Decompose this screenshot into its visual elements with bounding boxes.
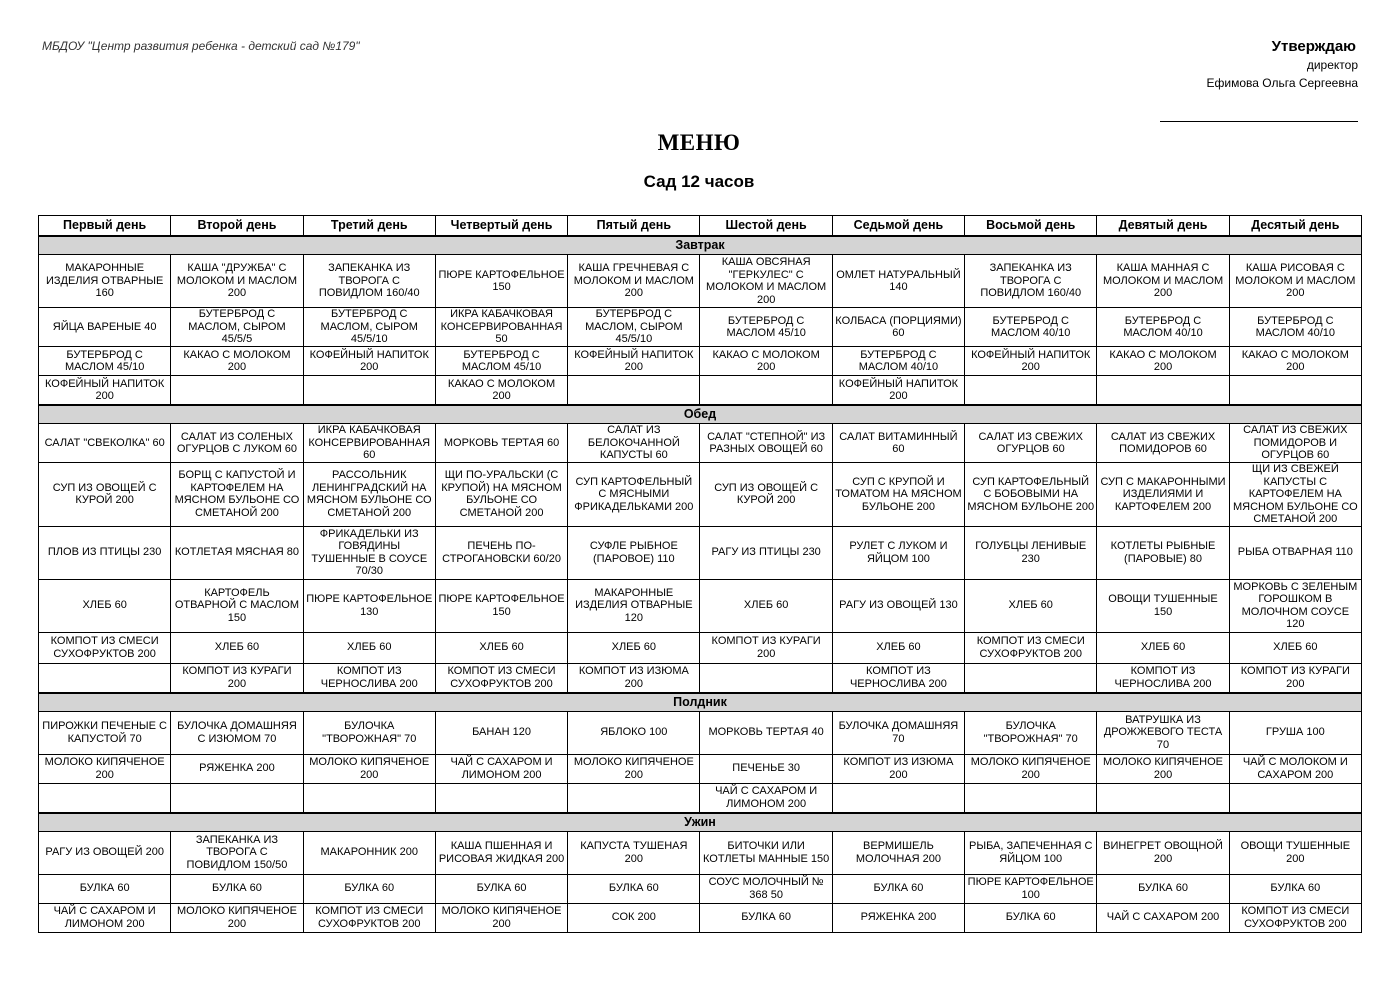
dish-cell: ВИНЕГРЕТ ОВОЩНОЙ 200 xyxy=(1097,831,1229,874)
dish-cell: СОУС МОЛОЧНЫЙ № 368 50 xyxy=(700,874,832,903)
dish-cell: ЯБЛОКО 100 xyxy=(568,711,700,754)
dish-cell: СУП С КРУПОЙ И ТОМАТОМ НА МЯСНОМ БУЛЬОНЕ 200 xyxy=(832,463,964,527)
dish-cell: МОЛОКО КИПЯЧЕНОЕ 200 xyxy=(39,754,171,783)
dish-cell: ГРУША 100 xyxy=(1229,711,1361,754)
dish-cell: РАГУ ИЗ ПТИЦЫ 230 xyxy=(700,526,832,579)
section-row xyxy=(39,813,1362,832)
dish-cell: КОМПОТ ИЗ СМЕСИ СУХОФРУКТОВ 200 xyxy=(39,632,171,663)
dish-cell xyxy=(1229,376,1361,406)
dish-cell: БУЛКА 60 xyxy=(1097,874,1229,903)
day-header-row xyxy=(39,216,1362,237)
table-row xyxy=(39,632,1362,663)
dish-cell: БУЛКА 60 xyxy=(832,874,964,903)
dish-cell: БУТЕРБРОД С МАСЛОМ 45/10 xyxy=(700,308,832,347)
dish-cell: КАКАО С МОЛОКОМ 200 xyxy=(1097,347,1229,376)
dish-cell: КАША ПШЕННАЯ И РИСОВАЯ ЖИДКАЯ 200 xyxy=(435,831,567,874)
table-row xyxy=(39,874,1362,903)
dish-cell: САЛАТ "СВЕКОЛКА" 60 xyxy=(39,424,171,463)
dish-cell: КАКАО С МОЛОКОМ 200 xyxy=(700,347,832,376)
dish-cell: БУТЕРБРОД С МАСЛОМ 40/10 xyxy=(1097,308,1229,347)
dish-cell: СОК 200 xyxy=(568,903,700,932)
dish-cell: БУЛОЧКА ДОМАШНЯЯ С ИЗЮМОМ 70 xyxy=(171,711,303,754)
dish-cell: КАША МАННАЯ С МОЛОКОМ И МАСЛОМ 200 xyxy=(1097,255,1229,308)
dish-cell: ХЛЕБ 60 xyxy=(1229,632,1361,663)
dish-cell: КОЛБАСА (ПОРЦИЯМИ) 60 xyxy=(832,308,964,347)
dish-cell: ХЛЕБ 60 xyxy=(568,632,700,663)
table-row xyxy=(39,711,1362,754)
dish-cell xyxy=(171,783,303,813)
day-header: Седьмой день xyxy=(832,216,964,237)
dish-cell: ИКРА КАБАЧКОВАЯ КОНСЕРВИРОВАННАЯ 50 xyxy=(435,308,567,347)
dish-cell: РАГУ ИЗ ОВОЩЕЙ 130 xyxy=(832,579,964,632)
approval-title: Утверждаю xyxy=(1271,38,1356,55)
dish-cell: КАША "ДРУЖБА" С МОЛОКОМ И МАСЛОМ 200 xyxy=(171,255,303,308)
day-header: Первый день xyxy=(39,216,171,237)
dish-cell: КАРТОФЕЛЬ ОТВАРНОЙ С МАСЛОМ 150 xyxy=(171,579,303,632)
dish-cell: ЗАПЕКАНКА ИЗ ТВОРОГА С ПОВИДЛОМ 150/50 xyxy=(171,831,303,874)
dish-cell xyxy=(435,783,567,813)
dish-cell: КОФЕЙНЫЙ НАПИТОК 200 xyxy=(303,347,435,376)
dish-cell: ЧАЙ С САХАРОМ И ЛИМОНОМ 200 xyxy=(435,754,567,783)
dish-cell: КОФЕЙНЫЙ НАПИТОК 200 xyxy=(965,347,1097,376)
meal-section-title: Полдник xyxy=(39,693,1362,712)
dish-cell: ЩИ ИЗ СВЕЖЕЙ КАПУСТЫ С КАРТОФЕЛЕМ НА МЯСНОМ БУЛЬОНЕ СО СМЕТАНОЙ 200 xyxy=(1229,463,1361,527)
dish-cell: БУТЕРБРОД С МАСЛОМ 40/10 xyxy=(965,308,1097,347)
dish-cell: БУТЕРБРОД С МАСЛОМ 40/10 xyxy=(1229,308,1361,347)
dish-cell: МАКАРОННИК 200 xyxy=(303,831,435,874)
dish-cell: ПЮРЕ КАРТОФЕЛЬНОЕ 100 xyxy=(965,874,1097,903)
meal-section-title: Завтрак xyxy=(39,236,1362,255)
dish-cell: ИКРА КАБАЧКОВАЯ КОНСЕРВИРОВАННАЯ 60 xyxy=(303,424,435,463)
dish-cell: КОМПОТ ИЗ КУРАГИ 200 xyxy=(700,632,832,663)
day-header: Четвертый день xyxy=(435,216,567,237)
table-row xyxy=(39,308,1362,347)
dish-cell: ПЕЧЕНЬЕ 30 xyxy=(700,754,832,783)
dish-cell: МОЛОКО КИПЯЧЕНОЕ 200 xyxy=(435,903,567,932)
dish-cell: ЧАЙ С САХАРОМ 200 xyxy=(1097,903,1229,932)
day-header: Третий день xyxy=(303,216,435,237)
dish-cell xyxy=(832,783,964,813)
dish-cell: МОРКОВЬ С ЗЕЛЕНЫМ ГОРОШКОМ В МОЛОЧНОМ СОУСЕ 120 xyxy=(1229,579,1361,632)
dish-cell: КОМПОТ ИЗ СМЕСИ СУХОФРУКТОВ 200 xyxy=(1229,903,1361,932)
dish-cell: РУЛЕТ С ЛУКОМ И ЯЙЦОМ 100 xyxy=(832,526,964,579)
dish-cell: МАКАРОННЫЕ ИЗДЕЛИЯ ОТВАРНЫЕ 160 xyxy=(39,255,171,308)
dish-cell: РЯЖЕНКА 200 xyxy=(832,903,964,932)
dish-cell: БУЛКА 60 xyxy=(700,903,832,932)
dish-cell: БУТЕРБРОД С МАСЛОМ 45/10 xyxy=(435,347,567,376)
dish-cell xyxy=(965,663,1097,693)
section-row xyxy=(39,693,1362,712)
table-row xyxy=(39,376,1362,406)
dish-cell: КОФЕЙНЫЙ НАПИТОК 200 xyxy=(568,347,700,376)
dish-cell: МОЛОКО КИПЯЧЕНОЕ 200 xyxy=(303,754,435,783)
day-header: Восьмой день xyxy=(965,216,1097,237)
page-title: МЕНЮ xyxy=(657,130,741,155)
table-row xyxy=(39,663,1362,693)
table-row xyxy=(39,579,1362,632)
table-row xyxy=(39,783,1362,813)
dish-cell: КОМПОТ ИЗ ЧЕРНОСЛИВА 200 xyxy=(303,663,435,693)
dish-cell: СУП С МАКАРОННЫМИ ИЗДЕЛИЯМИ И КАРТОФЕЛЕМ 200 xyxy=(1097,463,1229,527)
table-row xyxy=(39,903,1362,932)
dish-cell: РЫБА, ЗАПЕЧЕННАЯ С ЯЙЦОМ 100 xyxy=(965,831,1097,874)
dish-cell: ХЛЕБ 60 xyxy=(171,632,303,663)
dish-cell: РЫБА ОТВАРНАЯ 110 xyxy=(1229,526,1361,579)
approval-name: Ефимова Ольга Сергеевна xyxy=(1206,76,1358,90)
approval-block xyxy=(1118,38,1358,122)
dish-cell xyxy=(700,663,832,693)
dish-cell: МОЛОКО КИПЯЧЕНОЕ 200 xyxy=(171,903,303,932)
dish-cell: ОВОЩИ ТУШЕННЫЕ 150 xyxy=(1097,579,1229,632)
dish-cell xyxy=(568,783,700,813)
dish-cell: МОЛОКО КИПЯЧЕНОЕ 200 xyxy=(965,754,1097,783)
dish-cell: ХЛЕБ 60 xyxy=(435,632,567,663)
dish-cell: БУЛОЧКА "ТВОРОЖНАЯ" 70 xyxy=(303,711,435,754)
dish-cell: БУЛКА 60 xyxy=(435,874,567,903)
dish-cell: ЧАЙ С МОЛОКОМ И САХАРОМ 200 xyxy=(1229,754,1361,783)
dish-cell: КОМПОТ ИЗ СМЕСИ СУХОФРУКТОВ 200 xyxy=(435,663,567,693)
dish-cell: МАКАРОННЫЕ ИЗДЕЛИЯ ОТВАРНЫЕ 120 xyxy=(568,579,700,632)
dish-cell: БИТОЧКИ ИЛИ КОТЛЕТЫ МАННЫЕ 150 xyxy=(700,831,832,874)
menu-table xyxy=(38,215,1362,933)
dish-cell: КОТЛЕТАЯ МЯСНАЯ 80 xyxy=(171,526,303,579)
day-header: Шестой день xyxy=(700,216,832,237)
dish-cell: ХЛЕБ 60 xyxy=(303,632,435,663)
dish-cell: СУП ИЗ ОВОЩЕЙ С КУРОЙ 200 xyxy=(700,463,832,527)
dish-cell: БУЛКА 60 xyxy=(171,874,303,903)
dish-cell: МОЛОКО КИПЯЧЕНОЕ 200 xyxy=(568,754,700,783)
dish-cell: БУТЕРБРОД С МАСЛОМ 40/10 xyxy=(832,347,964,376)
meal-section-title: Обед xyxy=(39,405,1362,424)
table-row xyxy=(39,463,1362,527)
dish-cell: ЧАЙ С САХАРОМ И ЛИМОНОМ 200 xyxy=(700,783,832,813)
dish-cell: КОМПОТ ИЗ ИЗЮМА 200 xyxy=(568,663,700,693)
dish-cell: КОМПОТ ИЗ КУРАГИ 200 xyxy=(171,663,303,693)
dish-cell: СУФЛЕ РЫБНОЕ (ПАРОВОЕ) 110 xyxy=(568,526,700,579)
dish-cell: САЛАТ ИЗ СВЕЖИХ ОГУРЦОВ 60 xyxy=(965,424,1097,463)
dish-cell: КОМПОТ ИЗ СМЕСИ СУХОФРУКТОВ 200 xyxy=(965,632,1097,663)
table-row xyxy=(39,831,1362,874)
dish-cell: КАША ГРЕЧНЕВАЯ С МОЛОКОМ И МАСЛОМ 200 xyxy=(568,255,700,308)
table-row xyxy=(39,347,1362,376)
dish-cell: ХЛЕБ 60 xyxy=(39,579,171,632)
dish-cell: ХЛЕБ 60 xyxy=(700,579,832,632)
page-subtitle: Сад 12 часов xyxy=(643,172,755,191)
dish-cell: ОВОЩИ ТУШЕННЫЕ 200 xyxy=(1229,831,1361,874)
dish-cell xyxy=(1097,376,1229,406)
table-row xyxy=(39,424,1362,463)
dish-cell: КАКАО С МОЛОКОМ 200 xyxy=(435,376,567,406)
dish-cell: КАША РИСОВАЯ С МОЛОКОМ И МАСЛОМ 200 xyxy=(1229,255,1361,308)
dish-cell: БУТЕРБРОД С МАСЛОМ, СЫРОМ 45/5/5 xyxy=(171,308,303,347)
dish-cell: КАША ОВСЯНАЯ "ГЕРКУЛЕС" С МОЛОКОМ И МАСЛОМ 200 xyxy=(700,255,832,308)
dish-cell: САЛАТ ВИТАМИННЫЙ 60 xyxy=(832,424,964,463)
dish-cell: БУЛКА 60 xyxy=(568,874,700,903)
dish-cell xyxy=(1097,783,1229,813)
dish-cell: СУП КАРТОФЕЛЬНЫЙ С БОБОВЫМИ НА МЯСНОМ БУЛЬОНЕ 200 xyxy=(965,463,1097,527)
dish-cell: БОРЩ С КАПУСТОЙ И КАРТОФЕЛЕМ НА МЯСНОМ БУЛЬОНЕ СО СМЕТАНОЙ 200 xyxy=(171,463,303,527)
dish-cell: РАГУ ИЗ ОВОЩЕЙ 200 xyxy=(39,831,171,874)
dish-cell: ВЕРМИШЕЛЬ МОЛОЧНАЯ 200 xyxy=(832,831,964,874)
dish-cell xyxy=(700,376,832,406)
dish-cell: БУЛОЧКА "ТВОРОЖНАЯ" 70 xyxy=(965,711,1097,754)
dish-cell: БАНАН 120 xyxy=(435,711,567,754)
day-header: Десятый день xyxy=(1229,216,1361,237)
dish-cell: СУП ИЗ ОВОЩЕЙ С КУРОЙ 200 xyxy=(39,463,171,527)
day-header: Второй день xyxy=(171,216,303,237)
dish-cell: ФРИКАДЕЛЬКИ ИЗ ГОВЯДИНЫ ТУШЕННЫЕ В СОУСЕ 70/30 xyxy=(303,526,435,579)
dish-cell: КОФЕЙНЫЙ НАПИТОК 200 xyxy=(832,376,964,406)
dish-cell: БУТЕРБРОД С МАСЛОМ, СЫРОМ 45/5/10 xyxy=(303,308,435,347)
dish-cell: САЛАТ ИЗ СВЕЖИХ ПОМИДОРОВ 60 xyxy=(1097,424,1229,463)
table-row xyxy=(39,526,1362,579)
dish-cell: ЩИ ПО-УРАЛЬСКИ (С КРУПОЙ) НА МЯСНОМ БУЛЬОНЕ СО СМЕТАНОЙ 200 xyxy=(435,463,567,527)
dish-cell: МОЛОКО КИПЯЧЕНОЕ 200 xyxy=(1097,754,1229,783)
dish-cell: ХЛЕБ 60 xyxy=(832,632,964,663)
dish-cell: ОМЛЕТ НАТУРАЛЬНЫЙ 140 xyxy=(832,255,964,308)
section-row xyxy=(39,405,1362,424)
dish-cell xyxy=(568,376,700,406)
dish-cell xyxy=(39,783,171,813)
dish-cell: САЛАТ ИЗ СОЛЕНЫХ ОГУРЦОВ С ЛУКОМ 60 xyxy=(171,424,303,463)
dish-cell: ХЛЕБ 60 xyxy=(965,579,1097,632)
dish-cell: ПИРОЖКИ ПЕЧЕНЫЕ С КАПУСТОЙ 70 xyxy=(39,711,171,754)
dish-cell: РАССОЛЬНИК ЛЕНИНГРАДСКИЙ НА МЯСНОМ БУЛЬОНЕ СО СМЕТАНОЙ 200 xyxy=(303,463,435,527)
dish-cell: ЗАПЕКАНКА ИЗ ТВОРОГА С ПОВИДЛОМ 160/40 xyxy=(303,255,435,308)
dish-cell: РЯЖЕНКА 200 xyxy=(171,754,303,783)
dish-cell: КОМПОТ ИЗ ИЗЮМА 200 xyxy=(832,754,964,783)
dish-cell: ПЮРЕ КАРТОФЕЛЬНОЕ 150 xyxy=(435,255,567,308)
table-row xyxy=(39,255,1362,308)
dish-cell xyxy=(965,376,1097,406)
section-row xyxy=(39,236,1362,255)
dish-cell: МОРКОВЬ ТЕРТАЯ 60 xyxy=(435,424,567,463)
dish-cell: СУП КАРТОФЕЛЬНЫЙ С МЯСНЫМИ ФРИКАДЕЛЬКАМИ 200 xyxy=(568,463,700,527)
dish-cell xyxy=(39,663,171,693)
organization-name: МБДОУ "Центр развития ребенка - детский сад №179" xyxy=(42,39,360,53)
dish-cell: КОМПОТ ИЗ ЧЕРНОСЛИВА 200 xyxy=(1097,663,1229,693)
dish-cell: ЗАПЕКАНКА ИЗ ТВОРОГА С ПОВИДЛОМ 160/40 xyxy=(965,255,1097,308)
dish-cell: КОМПОТ ИЗ КУРАГИ 200 xyxy=(1229,663,1361,693)
approval-position: директор xyxy=(1306,58,1358,72)
dish-cell xyxy=(303,783,435,813)
dish-cell: БУЛКА 60 xyxy=(965,903,1097,932)
dish-cell: КОМПОТ ИЗ СМЕСИ СУХОФРУКТОВ 200 xyxy=(303,903,435,932)
dish-cell: БУЛКА 60 xyxy=(1229,874,1361,903)
dish-cell: КОФЕЙНЫЙ НАПИТОК 200 xyxy=(39,376,171,406)
dish-cell xyxy=(1229,783,1361,813)
dish-cell: БУТЕРБРОД С МАСЛОМ 45/10 xyxy=(39,347,171,376)
dish-cell: ПЕЧЕНЬ ПО-СТРОГАНОВСКИ 60/20 xyxy=(435,526,567,579)
table-row xyxy=(39,754,1362,783)
dish-cell: КАПУСТА ТУШЕНАЯ 200 xyxy=(568,831,700,874)
dish-cell: ПЛОВ ИЗ ПТИЦЫ 230 xyxy=(39,526,171,579)
dish-cell xyxy=(965,783,1097,813)
dish-cell: ПЮРЕ КАРТОФЕЛЬНОЕ 130 xyxy=(303,579,435,632)
dish-cell: ПЮРЕ КАРТОФЕЛЬНОЕ 150 xyxy=(435,579,567,632)
dish-cell: КОМПОТ ИЗ ЧЕРНОСЛИВА 200 xyxy=(832,663,964,693)
dish-cell: БУЛОЧКА ДОМАШНЯЯ 70 xyxy=(832,711,964,754)
dish-cell: БУТЕРБРОД С МАСЛОМ, СЫРОМ 45/5/10 xyxy=(568,308,700,347)
dish-cell: МОРКОВЬ ТЕРТАЯ 40 xyxy=(700,711,832,754)
day-header: Пятый день xyxy=(568,216,700,237)
menu-body xyxy=(39,236,1362,932)
dish-cell: БУЛКА 60 xyxy=(303,874,435,903)
dish-cell: ВАТРУШКА ИЗ ДРОЖЖЕВОГО ТЕСТА 70 xyxy=(1097,711,1229,754)
day-header: Девятый день xyxy=(1097,216,1229,237)
dish-cell xyxy=(303,376,435,406)
signature-line xyxy=(1160,121,1358,122)
dish-cell: САЛАТ ИЗ СВЕЖИХ ПОМИДОРОВ И ОГУРЦОВ 60 xyxy=(1229,424,1361,463)
dish-cell: ЧАЙ С САХАРОМ И ЛИМОНОМ 200 xyxy=(39,903,171,932)
dish-cell: ГОЛУБЦЫ ЛЕНИВЫЕ 230 xyxy=(965,526,1097,579)
dish-cell: САЛАТ "СТЕПНОЙ" ИЗ РАЗНЫХ ОВОЩЕЙ 60 xyxy=(700,424,832,463)
dish-cell: ЯЙЦА ВАРЕНЫЕ 40 xyxy=(39,308,171,347)
dish-cell: БУЛКА 60 xyxy=(39,874,171,903)
dish-cell: ХЛЕБ 60 xyxy=(1097,632,1229,663)
dish-cell: КАКАО С МОЛОКОМ 200 xyxy=(171,347,303,376)
dish-cell xyxy=(171,376,303,406)
dish-cell: САЛАТ ИЗ БЕЛОКОЧАННОЙ КАПУСТЫ 60 xyxy=(568,424,700,463)
dish-cell: КАКАО С МОЛОКОМ 200 xyxy=(1229,347,1361,376)
dish-cell: КОТЛЕТЫ РЫБНЫЕ (ПАРОВЫЕ) 80 xyxy=(1097,526,1229,579)
meal-section-title: Ужин xyxy=(39,813,1362,832)
